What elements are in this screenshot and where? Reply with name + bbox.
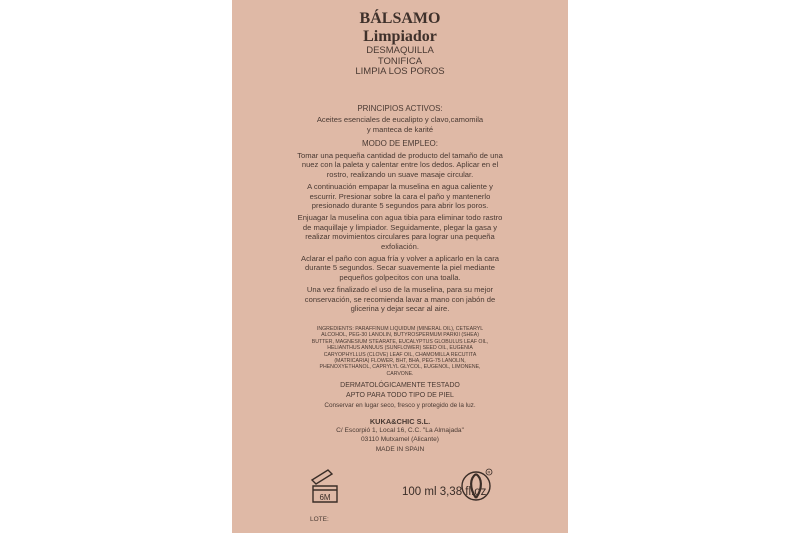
usage-heading: MODO DE EMPLEO:	[361, 139, 438, 148]
storage-note: Conservar en lugar seco, fresco y protegido de la luz.	[324, 402, 476, 409]
volume-label: 100 ml 3,38 fl.oz	[402, 486, 487, 498]
bottom-symbols	[308, 466, 508, 506]
claim-item: LIMPIA LOS POROS	[355, 66, 445, 77]
product-title	[232, 10, 568, 46]
product-claims	[232, 46, 568, 78]
claim-item: DESMAQUILLA	[366, 45, 434, 56]
usage-paragraph: Enjuagar la muselina con agua tibia para eliminar todo rastro de maquillaje y limpiador. Seguidamente, plegar la gasa y realizar movimientos circulares para lograr una pequeña exfoliación.	[297, 213, 503, 251]
active-line-2: y manteca de karité	[366, 125, 434, 134]
usage-instructions	[294, 151, 506, 317]
skin-type-claim: APTO PARA TODO TIPO DE PIEL	[346, 392, 454, 399]
jar-pao-icon	[308, 466, 342, 506]
title-line-1: BÁLSAMO	[359, 10, 441, 27]
company-name: KUKA&CHIC S.L.	[369, 417, 431, 426]
ingredients-list: INGREDIENTS: PARAFFINUM LIQUIDUM (MINERAL OIL), CETEARYL ALCOHOL, PEG-30 LANOLIN, BUTYROSPERMUM PARKII (SHEA) BUTTER, MAGNESIUM STEARATE, EUCALYPTUS GLOBULUS LEAF OIL, HELIANTHUS ANNUUS (SUNFLOWER) SEED OIL, EUGENIA CARYOPHYLLUS (CLOVE) LEAF OIL, CHAMOMILLA RECUTITA (MATRICARIA) FLOWER, BHT, BHA, PEG-75 LANOLIN, PHENOXYETHANOL, CAPRYLYL GLYCOL, EUGENOL, LIMONENE, CARVONE.	[311, 326, 489, 377]
active-heading: PRINCIPIOS ACTIVOS:	[357, 104, 443, 113]
usage-paragraph: A continuación empapar la muselina en agua caliente y escurrir. Presionar sobre la cara el paño y mantenerlo presionado durante 5 segundos para abrir los poros.	[307, 182, 493, 211]
usage-paragraph: Una vez finalizado el uso de la muselina, para su mejor conservación, se recomienda lavar a mano con jabón de glicerina y dejar secar al aire.	[304, 285, 496, 314]
lot-number: LOTE:	[310, 516, 329, 523]
country-of-origin: MADE IN SPAIN	[375, 446, 425, 453]
title-line-2: Limpiador	[363, 28, 437, 45]
usage-paragraph: Aclarar el paño con agua fría y volver a aplicarlo en la cara durante 5 segundos. Secar suavemente la piel mediante pequeños golpecitos con una toalla.	[301, 254, 499, 282]
usage-paragraph: Tomar una pequeña cantidad de producto del tamaño de una nuez con la paleta y calentar entre los dedos. Aplicar en el rostro, realizando un suave masaje circular.	[297, 151, 503, 179]
pao-label: 6M	[319, 493, 331, 502]
company-address-2: 03110 Mutxamel (Alicante)	[361, 436, 439, 443]
product-label	[232, 0, 568, 533]
claim-item: TONIFICA	[377, 55, 423, 67]
dermatology-claim: DERMATOLÓGICAMENTE TESTADO	[340, 382, 460, 389]
active-line-1: Aceites esenciales de eucalipto y clavo,camomila	[316, 115, 484, 124]
svg-text:R: R	[487, 469, 491, 475]
company-address-1: C/ Escorpió 1, Local 16, C.C. "La Almajada"	[336, 427, 464, 434]
green-dot-recycle-icon	[460, 468, 494, 502]
